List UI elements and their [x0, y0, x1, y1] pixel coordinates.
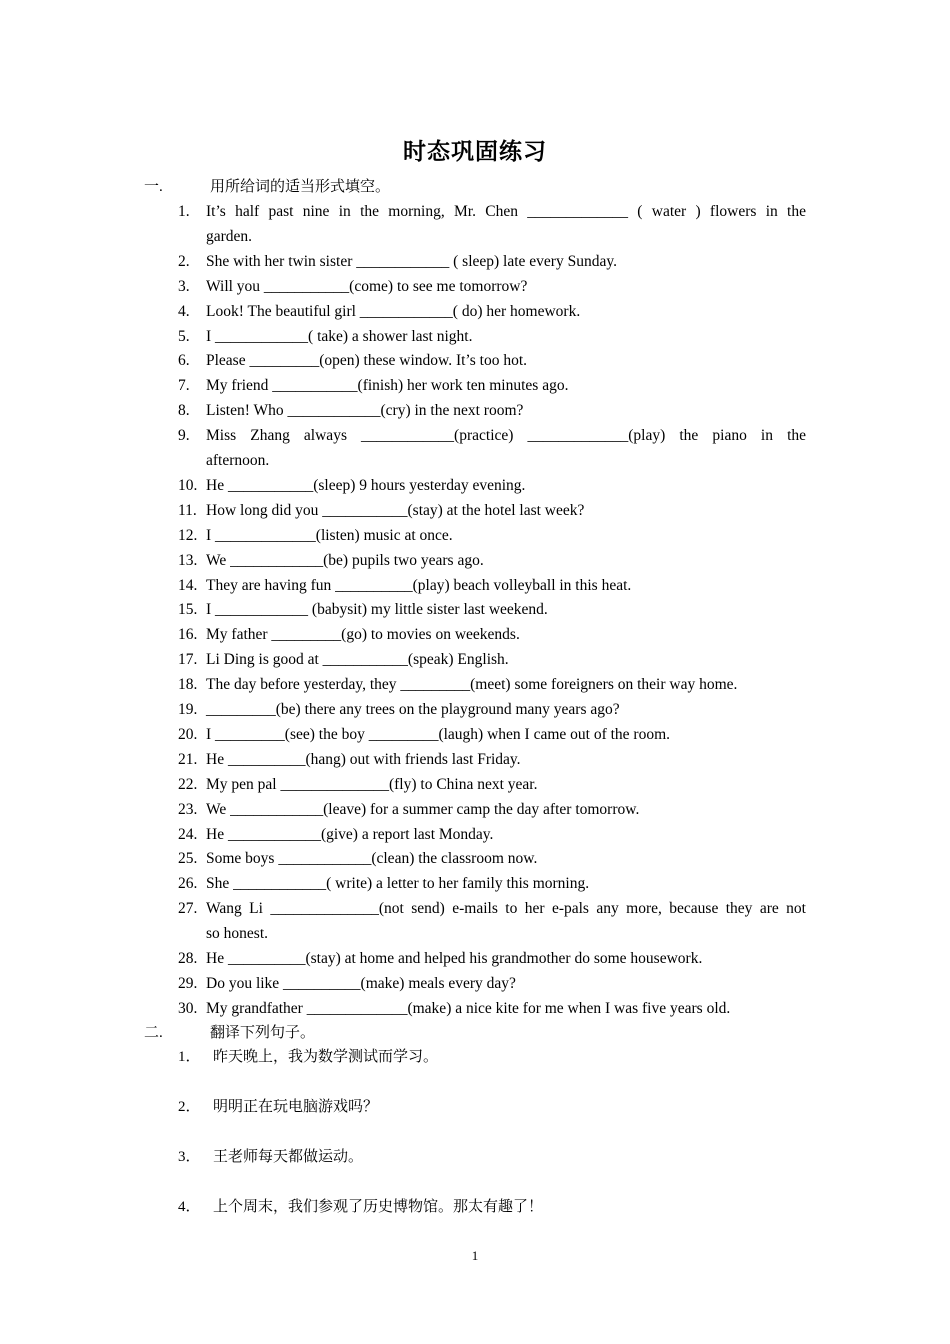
item-number: 30. — [178, 999, 198, 1017]
item-text: Miss Zhang always ____________(practice) _____________(play) the piano in the — [206, 427, 806, 445]
item-number: 10. — [178, 476, 198, 494]
item-number: 12. — [178, 526, 198, 544]
item-number: 4. — [178, 302, 190, 320]
item-text: Li Ding is good at ___________(speak) English. — [206, 651, 509, 669]
exercise-item — [178, 498, 806, 523]
exercise-item — [178, 846, 806, 871]
item-text: She with her twin sister ____________ ( sleep) late every Sunday. — [206, 252, 617, 270]
item-number: 19. — [178, 701, 198, 718]
item-text: Please _________(open) these window. It’s too hot. — [206, 352, 528, 370]
item-text: Will you ___________(come) to see me tomorrow? — [206, 277, 528, 295]
exercise-item — [178, 971, 806, 996]
exercise-item — [178, 573, 806, 598]
item-number: 15. — [178, 601, 198, 619]
exercise-item — [178, 249, 806, 274]
item-number: 14. — [178, 576, 198, 594]
item-number: 25. — [178, 850, 198, 868]
item-text: Do you like __________(make) meals every day? — [206, 974, 516, 992]
item-text: _________(be) there any trees on the playground many years ago? — [206, 701, 620, 718]
item-text: I _____________(listen) music at once. — [206, 526, 453, 544]
item-number: 22. — [178, 775, 198, 793]
item-number: 29. — [178, 974, 198, 992]
item-number: 6. — [178, 352, 190, 370]
translation-item — [178, 1096, 378, 1118]
exercise-item — [178, 946, 806, 971]
item-number: 17. — [178, 651, 198, 669]
exercise-item — [178, 473, 806, 498]
exercise-item — [178, 348, 806, 373]
translation-text: 昨天晚上，我为数学测试而学习。 — [213, 1049, 439, 1065]
exercise-item — [178, 822, 806, 847]
item-number: 26. — [178, 875, 198, 893]
item-text: We ____________(be) pupils two years ago. — [206, 551, 484, 569]
item-text: I ____________ (babysit) my little sister last weekend. — [206, 601, 548, 619]
item-number: 3. — [178, 277, 190, 295]
item-number: 24. — [178, 825, 198, 843]
page-title: 时态巩固练习 — [403, 139, 547, 164]
exercise-item — [178, 299, 806, 324]
item-text: He __________(stay) at home and helped his grandmother do some housework. — [206, 950, 703, 967]
exercise-item — [178, 772, 806, 797]
section-heading-text: 用所给词的适当形式填空。 — [210, 179, 391, 195]
item-text: My father _________(go) to movies on weekends. — [206, 626, 520, 644]
exercise-item — [178, 996, 806, 1021]
item-number: 23. — [178, 800, 198, 818]
item-text: He ____________(give) a report last Monday. — [206, 825, 494, 843]
item-text: My pen pal ______________(fly) to China next year. — [206, 775, 538, 793]
exercise-item — [178, 274, 806, 299]
translation-item — [178, 1146, 363, 1168]
item-text: She ____________( write) a letter to her family this morning. — [206, 875, 590, 893]
translation-item — [178, 1046, 438, 1068]
exercise-item — [178, 423, 806, 473]
exercise-item — [178, 722, 806, 747]
exercise-item — [178, 747, 806, 772]
item-number: 21. — [178, 750, 198, 768]
item-text-continued: afternoon. — [206, 452, 270, 470]
exercise-item — [178, 324, 806, 349]
item-number: 5. — [178, 327, 190, 345]
item-number: 16. — [178, 626, 198, 644]
exercise-item — [178, 597, 806, 622]
item-text: They are having fun __________(play) beach volleyball in this heat. — [206, 576, 632, 594]
item-text-continued: so honest. — [206, 925, 268, 943]
exercise-item — [178, 548, 806, 573]
translation-item — [178, 1196, 543, 1218]
item-text: Look! The beautiful girl ____________( do) her homework. — [206, 302, 581, 320]
item-number: 1. — [178, 203, 190, 220]
item-text: I _________(see) the boy _________(laugh) when I came out of the room. — [206, 725, 671, 743]
item-number: 13. — [178, 551, 198, 569]
translation-number: 2． — [178, 1099, 201, 1115]
translation-number: 4． — [178, 1199, 201, 1215]
item-number: 2. — [178, 252, 190, 270]
item-number: 28. — [178, 950, 198, 967]
exercise-item — [178, 871, 806, 896]
item-number: 11. — [178, 501, 197, 519]
item-text: Some boys ____________(clean) the classroom now. — [206, 850, 538, 868]
item-text: I ____________( take) a shower last night. — [206, 327, 473, 345]
exercise-item — [178, 523, 806, 548]
exercise-item — [178, 672, 806, 697]
translation-text: 王老师每天都做运动。 — [213, 1149, 364, 1165]
section-number: 一. — [144, 179, 163, 195]
item-number: 7. — [178, 377, 190, 395]
item-number: 9. — [178, 427, 190, 445]
exercise-item — [178, 896, 806, 946]
translation-number: 1． — [178, 1049, 201, 1065]
item-text: The day before yesterday, they _________(meet) some foreigners on their way home. — [206, 676, 738, 694]
item-text: It’s half past nine in the morning, Mr. Chen _____________ ( water ) flowers in the — [206, 203, 806, 220]
section-heading-2 — [144, 1023, 315, 1043]
item-text: We ____________(leave) for a summer camp the day after tomorrow. — [206, 800, 640, 818]
exercise-item — [178, 199, 806, 249]
item-number: 8. — [178, 402, 190, 420]
item-text: He ___________(sleep) 9 hours yesterday evening. — [206, 476, 526, 494]
page-number: 1 — [471, 1248, 479, 1263]
exercise-item — [178, 647, 806, 672]
exercise-item — [178, 398, 806, 423]
item-text-continued: garden. — [206, 228, 253, 245]
exercise-item — [178, 797, 806, 822]
translation-number: 3． — [178, 1149, 201, 1165]
item-text: Wang Li ______________(not send) e-mails to her e-pals any more, because they are not — [206, 900, 806, 918]
exercise-item — [178, 622, 806, 647]
section-number: 二. — [144, 1025, 163, 1041]
exercise-item — [178, 697, 806, 722]
section-heading-text: 翻译下列句子。 — [210, 1025, 316, 1041]
translation-text: 明明正在玩电脑游戏吗？ — [213, 1099, 379, 1115]
item-text: My grandfather _____________(make) a nice kite for me when I was five years old. — [206, 999, 731, 1017]
item-text: Listen! Who ____________(cry) in the next room? — [206, 402, 524, 420]
section-heading-1 — [144, 177, 390, 197]
item-number: 18. — [178, 676, 198, 694]
item-number: 27. — [178, 900, 198, 918]
item-number: 20. — [178, 725, 198, 743]
translation-text: 上个周末，我们参观了历史博物馆。那太有趣了！ — [213, 1199, 544, 1215]
item-text: He __________(hang) out with friends last Friday. — [206, 750, 521, 768]
exercise-item — [178, 373, 806, 398]
item-text: My friend ___________(finish) her work ten minutes ago. — [206, 377, 569, 395]
item-text: How long did you ___________(stay) at the hotel last week? — [206, 501, 585, 519]
